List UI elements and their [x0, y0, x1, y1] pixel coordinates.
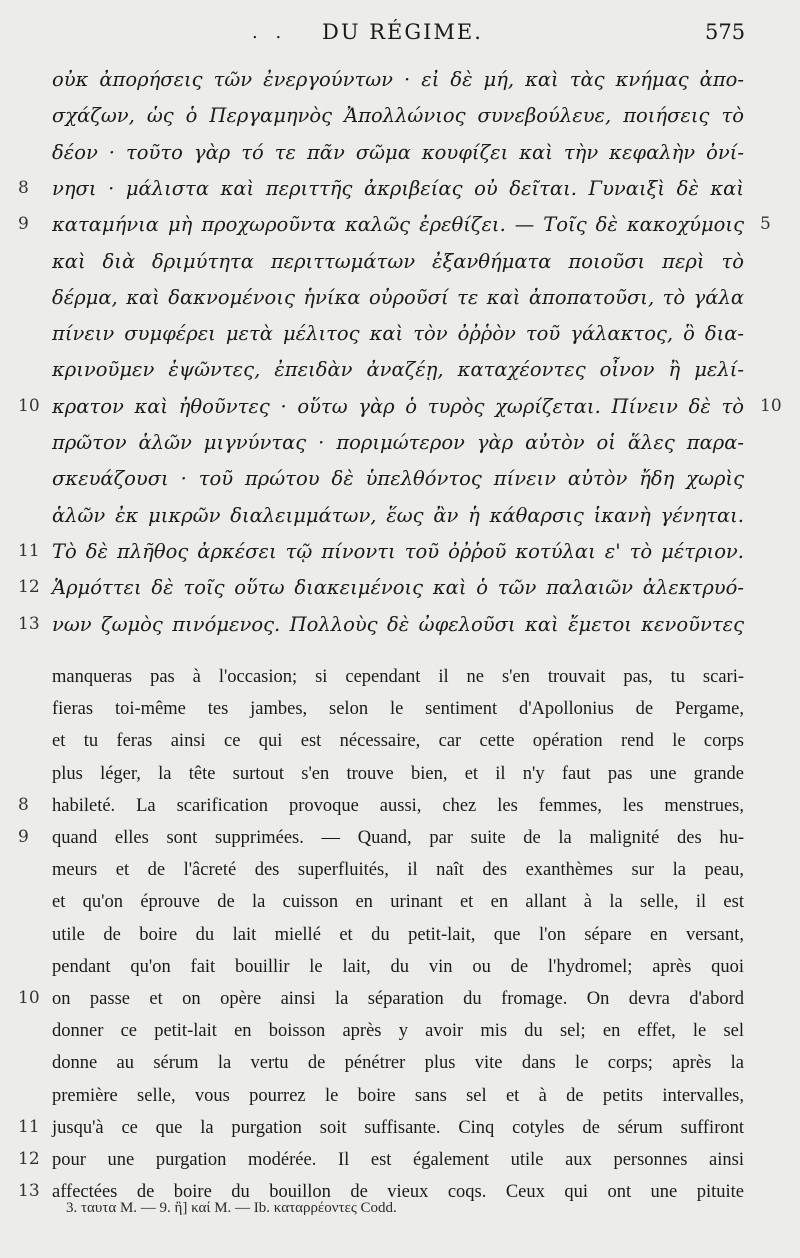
greek-line: ἁλῶν ἐκ μικρῶν διαλειμμάτων, ἕως ἂν ἡ κάθαρσις ἱκανὴ γένηται. [52, 503, 744, 527]
french-line-number-left: 10 [18, 988, 40, 1008]
greek-line: κρινοῦμεν ἑψῶντες, ἐπειδὰν ἀναζέῃ, καταχέοντες οἶνον ἢ μελί- [52, 358, 744, 382]
greek-line: σκευάζουσι · τοῦ πρώτου δὲ ὑπελθόντος πίνειν αὐτὸν ἤδη χωρὶς [52, 467, 744, 491]
greek-line-number-left: 12 [18, 577, 40, 598]
greek-line: καὶ διὰ δριμύτητα περιττωμάτων ἐξανθήματα ποιοῦσι περὶ τὸ [52, 249, 744, 273]
running-title: DU RÉGIME. [322, 20, 483, 44]
greek-line: δέον · τοῦτο γὰρ τό τε πᾶν σῶμα κουφίζει καὶ τὴν κεφαλὴν ὀνί- [52, 140, 744, 164]
french-line-number-left: 12 [18, 1149, 40, 1169]
running-header [0, 20, 800, 50]
french-line: et qu'on éprouve de la cuisson en urinant et en allant à la selle, il est [52, 892, 744, 913]
greek-line-number-left: 10 [18, 395, 40, 416]
greek-line-number-left: 8 [18, 177, 29, 198]
french-line: donner ce petit-lait en boisson après y avoir mis du sel; en effet, le sel [52, 1021, 744, 1042]
greek-line-number-left: 11 [18, 540, 40, 561]
greek-line: κρατον καὶ ἠθοῦντες · οὕτω γὰρ ὁ τυρὸς χωρίζεται. Πίνειν δὲ τὸ [52, 394, 744, 418]
greek-line: πίνειν συμφέρει μετὰ μέλιτος καὶ τὸν ὀῤῥὸν τοῦ γάλακτος, ὃ δια- [52, 322, 744, 346]
greek-line: Ἁρμόττει δὲ τοῖς οὕτω διακειμένοις καὶ ὁ τῶν παλαιῶν ἀλεκτρυό- [52, 576, 744, 600]
header-dots: . . [252, 22, 288, 43]
french-line: fieras toi-même tes jambes, selon le sentiment d'Apollonius de Pergame, [52, 699, 744, 720]
greek-line-number-right: 5 [760, 214, 771, 235]
french-line: quand elles sont supprimées. — Quand, par suite de la malignité des hu- [52, 828, 744, 848]
french-line: donne au sérum la vertu de pénétrer plus vite dans le corps; après la [52, 1053, 744, 1074]
greek-line: Τὸ δὲ πλῆθος ἀρκέσει τῷ πίνοντι τοῦ ὀῤῥοῦ κοτύλαι ε' τὸ μέτριον. [52, 539, 744, 563]
footnote: 3. ταυτα M. — 9. ἢ] καί M. — Ib. καταρρέοντες Codd. [66, 1200, 397, 1216]
french-line: affectées de boire du bouillon de vieux coqs. Ceux qui ont une pituite [52, 1182, 744, 1203]
greek-line: σχάζων, ὡς ὁ Περγαμηνὸς Ἀπολλώνιος συνεβούλευε, ποιήσεις τὸ [52, 104, 744, 128]
greek-line-number-left: 9 [18, 214, 29, 235]
french-line: habileté. La scarification provoque aussi, chez les femmes, les menstrues, [52, 795, 744, 816]
french-line: plus léger, la tête surtout s'en trouve bien, et il n'y faut pas une grande [52, 763, 744, 784]
french-line-number-left: 9 [18, 827, 29, 847]
page-number: 575 [705, 20, 746, 44]
greek-line: οὐκ ἀπορήσεις τῶν ἐνεργούντων · εἰ δὲ μή, καὶ τὰς κνήμας ἀπο- [52, 68, 744, 91]
greek-line-number-right: 10 [760, 395, 782, 416]
french-line: meurs et de l'âcreté des superfluités, il naît des exanthèmes sur la peau, [52, 860, 744, 881]
french-line: jusqu'à ce que la purgation soit suffisante. Cinq cotyles de sérum suffiront [52, 1117, 744, 1138]
french-line-number-left: 11 [18, 1116, 40, 1137]
french-line: pour une purgation modérée. Il est également utile aux personnes ainsi [52, 1150, 744, 1170]
greek-line: νων ζωμὸς πινόμενος. Πολλοὺς δὲ ὠφελοῦσι καὶ ἔμετοι κενοῦντες [52, 612, 744, 636]
greek-line: δέρμα, καὶ δακνομένοις ἡνίκα οὐροῦσί τε καὶ ἀποπατοῦσι, τὸ γάλα [52, 285, 744, 309]
french-line: on passe et on opère ainsi la séparation du fromage. On devra d'abord [52, 989, 744, 1009]
french-line: première selle, vous pourrez le boire sans sel et à de petits intervalles, [52, 1085, 744, 1106]
greek-line-number-left: 13 [18, 613, 40, 634]
greek-line: νησι · μάλιστα καὶ περιττῆς ἀκριβείας οὐ δεῖται. Γυναιξὶ δὲ καὶ [52, 176, 744, 200]
greek-line: καταμήνια μὴ προχωροῦντα καλῶς ἐρεθίζει. — Τοῖς δὲ κακοχύμοις [52, 213, 744, 237]
french-line: utile de boire du lait miellé et du petit-lait, que l'on sépare en versant, [52, 924, 744, 945]
french-line: et tu feras ainsi ce qui est nécessaire, car cette opération rend le corps [52, 731, 744, 752]
french-line: manqueras pas à l'occasion; si cependant il ne s'en trouvait pas, tu scari- [52, 667, 744, 687]
french-line-number-left: 8 [18, 794, 29, 815]
french-line-number-left: 13 [18, 1181, 40, 1202]
french-line: pendant qu'on fait bouillir le lait, du vin ou de l'hydromel; après quoi [52, 956, 744, 977]
greek-line: πρῶτον ἁλῶν μιγνύντας · ποριμώτερον γὰρ αὐτὸν οἱ ἅλες παρα- [52, 431, 744, 454]
